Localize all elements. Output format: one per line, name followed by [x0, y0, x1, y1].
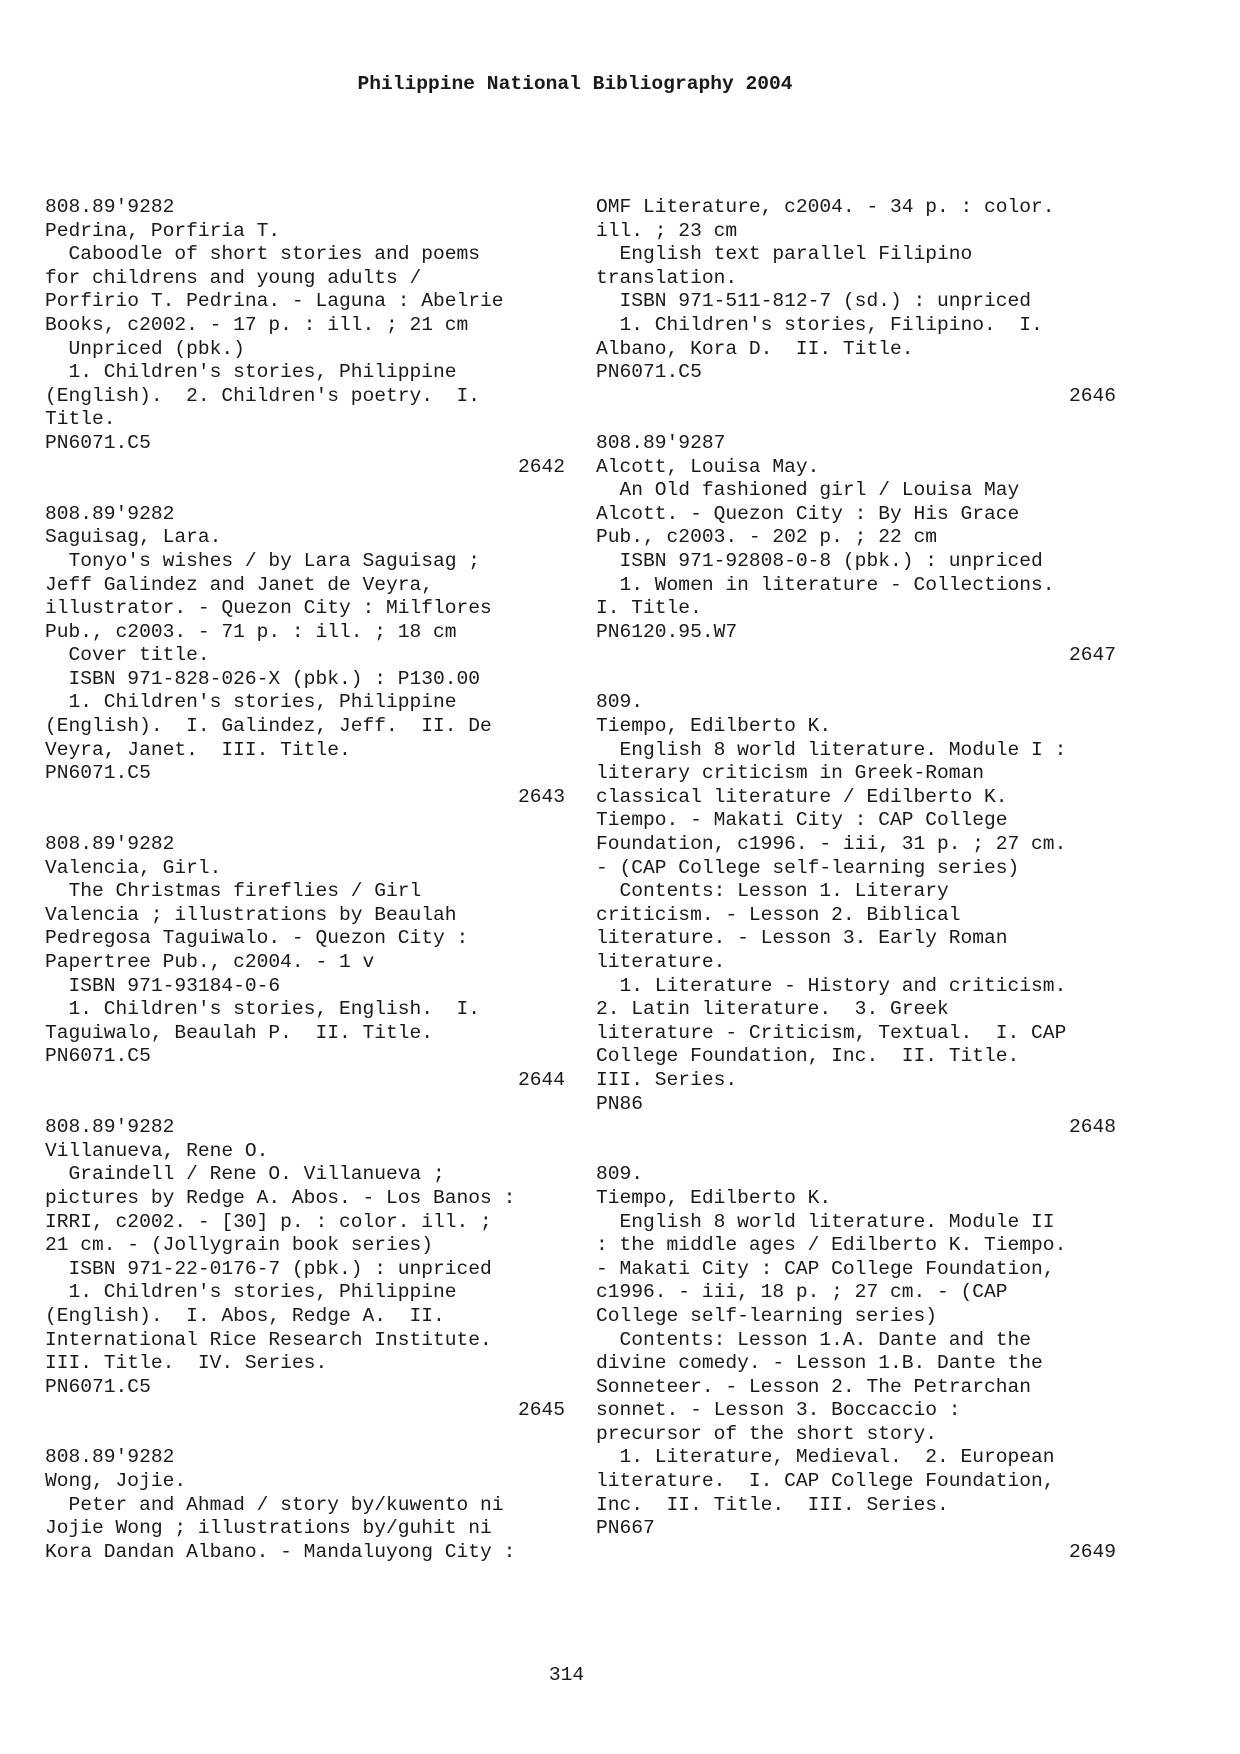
entry-line: Tiempo. - Makati City : CAP College — [596, 809, 1008, 832]
entry-spacer — [45, 479, 565, 503]
entry-line: Sonneteer. - Lesson 2. The Petrarchan — [596, 1375, 1032, 1398]
entry-line: 1. Children's stories, Philippine — [45, 361, 457, 384]
entry-line: Contents: Lesson 1.A. Dante and the — [596, 1328, 1032, 1351]
entry-line: ill. ; 23 cm — [596, 219, 738, 242]
entry-spacer — [596, 408, 1116, 432]
entry-line: ISBN 971-828-026-X (pbk.) : P130.00 — [45, 667, 481, 690]
bibliography-entry — [45, 196, 565, 479]
entry-line: 1. Children's stories, Philippine — [45, 1281, 457, 1304]
entry-line: 1. Women in literature - Collections. — [596, 573, 1055, 596]
entry-line: 808.89'9282 — [45, 833, 175, 856]
entry-line: Valencia ; illustrations by Beaulah — [45, 903, 457, 926]
entry-line: divine comedy. - Lesson 1.B. Dante the — [596, 1352, 1043, 1375]
entry-line: Pub., c2003. - 71 p. : ill. ; 18 cm — [45, 620, 457, 643]
entry-line: Unpriced (pbk.) — [45, 337, 245, 360]
entry-line: Inc. II. Title. III. Series. — [596, 1493, 949, 1516]
entry-spacer — [45, 1423, 565, 1447]
entry-line: PN6120.95.W7 — [596, 620, 738, 643]
entry-line: 808.89'9282 — [45, 1446, 175, 1469]
entry-line: 1. Literature - History and criticism. — [596, 974, 1067, 997]
entry-line: Kora Dandan Albano. - Mandaluyong City : — [45, 1540, 516, 1563]
entry-line: ISBN 971-93184-0-6 — [45, 974, 281, 997]
entry-line: ISBN 971-92808-0-8 (pbk.) : unpriced — [596, 549, 1043, 572]
entry-line: 1. Children's stories, Filipino. I. — [596, 313, 1043, 336]
entry-line: illustrator. - Quezon City : Milflores — [45, 597, 492, 620]
entry-line: 1. Children's stories, English. I. — [45, 998, 481, 1021]
entry-line: PN6071.C5 — [45, 1375, 151, 1398]
entry-line: PN6071.C5 — [596, 361, 702, 384]
entry-line: Cover title. — [45, 644, 210, 667]
entry-line: Alcott, Louisa May. — [596, 455, 820, 478]
entry-line: III. Series. — [596, 1068, 738, 1091]
right-column — [596, 196, 1116, 1564]
entry-line: literature - Criticism, Textual. I. CAP — [596, 1021, 1067, 1044]
entry-line: Pedrina, Porfiria T. — [45, 219, 281, 242]
entry-line: Jeff Galindez and Janet de Veyra, — [45, 573, 434, 596]
entry-line: 808.89'9282 — [45, 1116, 175, 1139]
entry-line: 808.89'9282 — [45, 502, 175, 525]
entry-line: An Old fashioned girl / Louisa May — [596, 479, 1020, 502]
entry-line: translation. — [596, 266, 738, 289]
entry-line: OMF Literature, c2004. - 34 p. : color. — [596, 196, 1055, 218]
entry-number: 2645 — [517, 1399, 565, 1422]
bibliography-entry — [45, 1116, 565, 1423]
entry-line: Pub., c2003. - 202 p. ; 22 cm — [596, 526, 937, 549]
entry-line: PN6071.C5 — [45, 431, 151, 454]
entry-number: 2646 — [1068, 384, 1116, 407]
entry-line: Valencia, Girl. — [45, 856, 222, 879]
entry-line: c1996. - iii, 18 p. ; 27 cm. - (CAP — [596, 1281, 1008, 1304]
entry-line: 1. Literature, Medieval. 2. European — [596, 1446, 1055, 1469]
entry-line: Papertree Pub., c2004. - 1 v — [45, 951, 375, 973]
entry-line: (English). 2. Children's poetry. I. — [45, 384, 481, 407]
bibliography-entry — [45, 503, 565, 810]
entry-line: Caboodle of short stories and poems — [45, 243, 481, 266]
entry-number: 2648 — [1068, 1116, 1116, 1139]
entry-line: Tiempo, Edilberto K. — [596, 1186, 832, 1209]
entry-line: Alcott. - Quezon City : By His Grace — [596, 502, 1020, 525]
entry-line: IRRI, c2002. - [30] p. : color. ill. ; — [45, 1210, 492, 1233]
entry-line: criticism. - Lesson 2. Biblical — [596, 903, 961, 926]
entry-line: Books, c2002. - 17 p. : ill. ; 21 cm — [45, 313, 469, 336]
entry-line: PN667 — [596, 1517, 655, 1540]
left-column — [45, 196, 565, 1564]
entry-number: 2643 — [517, 785, 565, 808]
entry-line: Albano, Kora D. II. Title. — [596, 337, 914, 360]
entry-line: 1. Children's stories, Philippine — [45, 691, 457, 714]
bibliography-entry — [45, 833, 565, 1093]
entry-line: Taguiwalo, Beaulah P. II. Title. — [45, 1021, 434, 1044]
entry-line: literature. - Lesson 3. Early Roman — [596, 927, 1008, 950]
entry-line: Graindell / Rene O. Villanueva ; — [45, 1163, 445, 1186]
entry-line: - Makati City : CAP College Foundation, — [596, 1257, 1055, 1280]
entry-line: Tiempo, Edilberto K. — [596, 715, 832, 738]
entry-spacer — [45, 1093, 565, 1117]
entry-line: (English). I. Abos, Redge A. II. — [45, 1304, 445, 1327]
entry-line: PN6071.C5 — [45, 1045, 151, 1068]
bibliography-entry — [596, 691, 1116, 1139]
entry-line: PN6071.C5 — [45, 762, 151, 785]
entry-number: 2647 — [1068, 644, 1116, 667]
entry-spacer — [596, 1140, 1116, 1164]
entry-line: pictures by Redge A. Abos. - Los Banos : — [45, 1186, 516, 1209]
page-title: Philippine National Bibliography 2004 — [357, 73, 793, 95]
entry-line: Villanueva, Rene O. — [45, 1139, 269, 1162]
entry-spacer — [596, 668, 1116, 692]
entry-line: English 8 world literature. Module II — [596, 1210, 1055, 1233]
entry-line: 21 cm. - (Jollygrain book series) — [45, 1234, 434, 1257]
entry-number: 2644 — [517, 1068, 565, 1091]
entry-line: English 8 world literature. Module I : — [596, 738, 1067, 761]
entry-line: English text parallel Filipino — [596, 243, 973, 266]
entry-line: Title. — [45, 408, 116, 431]
entry-line: classical literature / Edilberto K. — [596, 785, 1008, 808]
entry-line: literature. — [596, 951, 726, 973]
entry-line: 809. — [596, 1163, 644, 1186]
entry-spacer — [45, 809, 565, 833]
entry-line: - (CAP College self-learning series) — [596, 856, 1020, 879]
entry-line: College Foundation, Inc. II. Title. — [596, 1045, 1020, 1068]
entry-line: III. Title. IV. Series. — [45, 1352, 328, 1375]
entry-line: Jojie Wong ; illustrations by/guhit ni — [45, 1517, 492, 1540]
entry-line: ISBN 971-511-812-7 (sd.) : unpriced — [596, 290, 1032, 313]
entry-line: 2. Latin literature. 3. Greek — [596, 998, 949, 1021]
entry-line: Pedregosa Taguiwalo. - Quezon City : — [45, 927, 469, 950]
entry-line: Saguisag, Lara. — [45, 526, 222, 549]
entry-line: for childrens and young adults / — [45, 266, 422, 289]
entry-line: Foundation, c1996. - iii, 31 p. ; 27 cm. — [596, 833, 1067, 856]
entry-line: International Rice Research Institute. — [45, 1328, 492, 1351]
entry-number: 2642 — [517, 455, 565, 478]
entry-line: 809. — [596, 691, 644, 714]
entry-line: literary criticism in Greek-Roman — [596, 762, 985, 785]
entry-line: 808.89'9282 — [45, 196, 175, 218]
entry-line: Porfirio T. Pedrina. - Laguna : Abelrie — [45, 290, 504, 313]
entry-line: Contents: Lesson 1. Literary — [596, 880, 949, 903]
entry-line: Tonyo's wishes / by Lara Saguisag ; — [45, 549, 481, 572]
bibliography-entry — [596, 196, 1116, 408]
entry-line: 808.89'9287 — [596, 431, 726, 454]
entry-line: Wong, Jojie. — [45, 1470, 187, 1493]
entry-line: College self-learning series) — [596, 1304, 937, 1327]
entry-line: literature. I. CAP College Foundation, — [596, 1470, 1055, 1493]
entry-line: precursor of the short story. — [596, 1422, 937, 1445]
entry-line: PN86 — [596, 1092, 644, 1115]
entry-line: sonnet. - Lesson 3. Boccaccio : — [596, 1399, 961, 1422]
entry-line: I. Title. — [596, 597, 702, 620]
bibliography-entry — [45, 1446, 565, 1564]
bibliography-entry — [596, 432, 1116, 668]
bibliography-entry — [596, 1163, 1116, 1564]
entry-line: The Christmas fireflies / Girl — [45, 880, 422, 903]
page-number: 314 — [548, 1664, 585, 1686]
entry-line: Veyra, Janet. III. Title. — [45, 738, 351, 761]
entry-number: 2649 — [1068, 1540, 1116, 1563]
entry-line: : the middle ages / Edilberto K. Tiempo. — [596, 1234, 1067, 1257]
entry-line: Peter and Ahmad / story by/kuwento ni — [45, 1493, 504, 1516]
entry-line: ISBN 971-22-0176-7 (pbk.) : unpriced — [45, 1257, 492, 1280]
entry-line: (English). I. Galindez, Jeff. II. De — [45, 715, 492, 738]
